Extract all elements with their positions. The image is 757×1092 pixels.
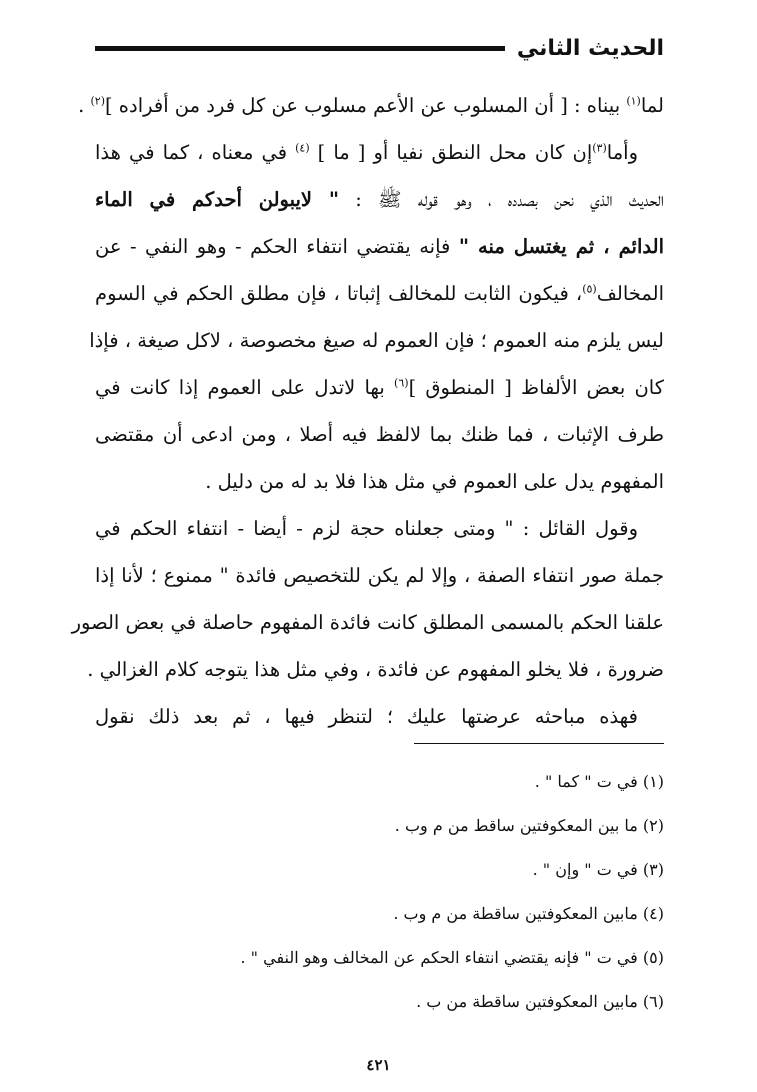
- footnote: (٢) ما بين المعكوفتين ساقط من م وب .: [394, 816, 664, 835]
- footnotes: [95, 760, 664, 1024]
- footnote-ref: (٤): [295, 141, 310, 155]
- page-number: ٤٢١: [366, 1056, 391, 1074]
- chapter-title: الحديث الثاني: [516, 35, 664, 61]
- text-line: لما$^{(١)}$ بيناه : [ أن المسلوب عن الأعم مسلوب عن كل فرد من أفراده ]$^{(٢)}$ .: [78, 94, 664, 117]
- text-line: الدائم ، ثم يغتسل منه " فإنه يقتضي انتفاء الحكم - وهو النفي - عن: [95, 235, 664, 258]
- text-line: وقول القائل : " ومتى جعلناه حجة لزم - أيضا - انتفاء الحكم في: [95, 517, 638, 540]
- footnote-separator: [414, 743, 664, 744]
- text-line: كان بعض الألفاظ [ المنطوق ]$^{(٦)}$ بها لاتدل على العموم إذا كانت في: [95, 376, 665, 399]
- text-line: وأما$^{(٣)}$إن كان محل النطق نفيا أو [ ما ] $^{(٤)}$ في معناه ، كما في هذا: [95, 141, 638, 164]
- footnote: (٦) مابين المعكوفتين ساقطة من ب .: [416, 992, 664, 1011]
- hadith-quote: " لايبولن أحدكم في الماء: [95, 188, 340, 211]
- footnote: (٣) في ت " وإن " .: [532, 860, 664, 879]
- footnote-ref: (٥): [582, 282, 597, 296]
- main-text: [71, 82, 665, 740]
- text-line: المخالف$^{(٥)}$، فيكون الثابت للمخالف إثباتا ، فإن مطلق الحكم في السوم: [95, 282, 664, 305]
- footnote: (٥) في ت " فإنه يقتضي انتفاء الحكم عن المخالف وهو النفي " .: [240, 948, 664, 967]
- text-line: المفهوم يدل على العموم في مثل هذا فلا بد له من دليل .: [205, 470, 664, 493]
- text-line: فهذه مباحثه عرضتها عليك ؛ لتنظر فيها ، ثم بعد ذلك نقول: [95, 705, 638, 728]
- footnote-ref: (١): [626, 94, 641, 108]
- footnote: (٤) مابين المعكوفتين ساقطة من م وب .: [393, 904, 664, 923]
- text-line: علقنا الحكم بالمسمى المطلق كانت فائدة المفهوم حاصلة في بعض الصور: [71, 611, 664, 634]
- text-line: طرف الإثبات ، فما ظنك بما لالفظ فيه أصلا ، ومن ادعى أن مقتضى: [95, 423, 664, 446]
- footnote-ref: (٢): [90, 94, 105, 108]
- text-line: ليس يلزم منه العموم ؛ فإن العموم له صيغ مخصوصة ، لاكل صيغة ، فإذا: [89, 329, 664, 352]
- header-rule: [95, 46, 505, 51]
- text-line: ضرورة ، فلا يخلو المفهوم عن فائدة ، وفي مثل هذا يتوجه كلام الغزالي .: [87, 658, 664, 681]
- text-line: الحديث الذي نحن بصدده ، وهو قوله ﷺ : " لايبولن أحدكم في الماء: [95, 188, 664, 211]
- hadith-quote: الدائم ، ثم يغتسل منه ": [458, 235, 664, 258]
- footnote: (١) في ت " كما " .: [534, 772, 664, 791]
- footnote-ref: (٦): [394, 376, 409, 390]
- footnote-ref: (٣): [592, 141, 607, 155]
- text-line: جملة صور انتفاء الصفة ، وإلا لم يكن للتخصيص فائدة " ممنوع ؛ لأنا إذا: [95, 564, 664, 587]
- running-header: [95, 26, 664, 70]
